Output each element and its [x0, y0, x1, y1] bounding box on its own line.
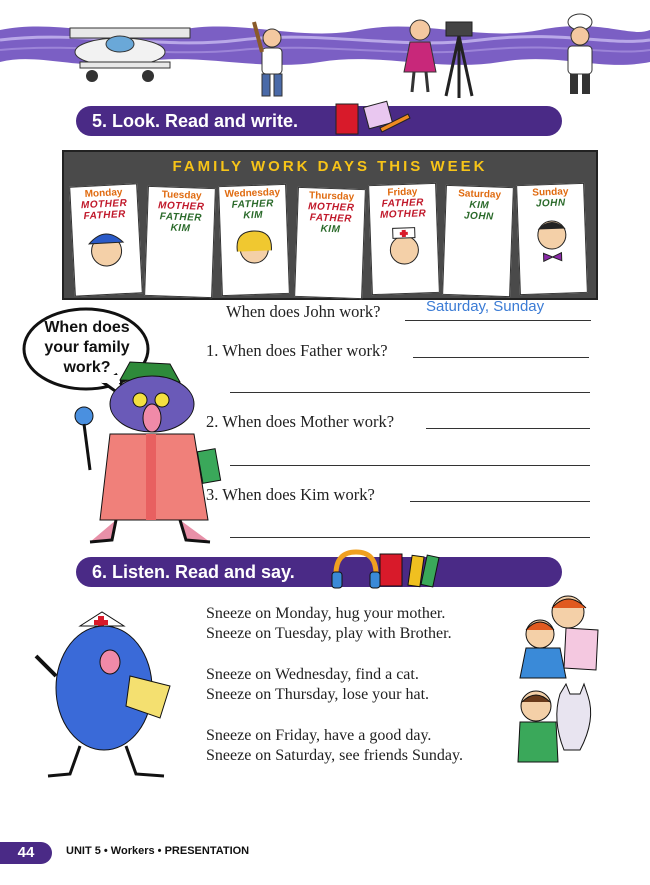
day-card-tuesday: [144, 186, 216, 298]
page-number: 44: [0, 842, 52, 864]
day-label: Wednesday: [224, 187, 281, 200]
example-answer: Saturday, Sunday: [426, 298, 545, 315]
day-card-saturday: [442, 185, 514, 297]
top-banner-illustration: [0, 0, 650, 110]
day-name: MOTHER: [157, 200, 205, 213]
answer-line-1a[interactable]: [413, 357, 589, 358]
day-name: MOTHER: [379, 208, 427, 221]
nurse-face-icon: [370, 219, 438, 271]
day-name: KIM: [170, 222, 191, 235]
boy-face-icon: [72, 219, 141, 272]
day-name: KIM: [469, 199, 490, 212]
poem-line: Sneeze on Thursday, lose your hat.: [206, 686, 430, 703]
day-name: FATHER: [231, 198, 275, 211]
monster-reporter-illustration: [60, 360, 230, 555]
day-label: Tuesday: [161, 189, 202, 202]
day-name: FATHER: [381, 197, 425, 210]
poem-line: Sneeze on Wednesday, find a cat.: [206, 666, 419, 683]
day-card-friday: [368, 183, 440, 295]
poem-line: Sneeze on Tuesday, play with Brother.: [206, 625, 452, 642]
day-name: KIM: [243, 209, 264, 222]
question-1: 1. When does Father work?: [206, 341, 388, 360]
day-name: JOHN: [463, 210, 494, 223]
poem-line: Sneeze on Friday, have a good day.: [206, 727, 432, 744]
example-answer-line: [405, 320, 591, 321]
footer-unit-text: UNIT 5 • Workers • PRESENTATION: [66, 845, 250, 857]
chef-icon: [568, 14, 592, 94]
bubble-line-1: When does: [44, 319, 130, 336]
bubble-line-3: work?: [63, 359, 111, 376]
question-3: 3. When does Kim work?: [206, 485, 375, 504]
day-name: MOTHER: [80, 197, 128, 212]
answer-line-3b[interactable]: [230, 537, 590, 538]
day-label: Sunday: [532, 186, 569, 199]
sneezing-monster-illustration: [30, 606, 190, 786]
bubble-line-2: your family: [44, 339, 130, 356]
day-name: FATHER: [83, 208, 127, 223]
day-card-monday: [69, 183, 143, 296]
day-label: Monday: [84, 187, 123, 201]
headphones-book-icon: [330, 548, 450, 594]
question-2: 2. When does Mother work?: [206, 412, 395, 431]
answer-line-1b[interactable]: [230, 392, 590, 393]
answer-line-2a[interactable]: [426, 428, 590, 429]
poem-line: Sneeze on Monday, hug your mother.: [206, 605, 446, 622]
example-question: When does John work?: [226, 302, 381, 321]
day-name: FATHER: [159, 211, 203, 224]
poem-stanza-2: [206, 665, 429, 705]
book-pencil-icon: [332, 100, 412, 140]
poem-stanza-3: [206, 726, 463, 766]
day-label: Saturday: [458, 188, 502, 201]
day-card-sunday: [516, 183, 588, 295]
day-card-thursday: [294, 187, 366, 299]
day-label: Thursday: [308, 190, 355, 203]
hugging-mother-illustration: [506, 590, 606, 680]
poem-stanza-1: [206, 604, 452, 644]
boy-bowtie-face-icon: [518, 208, 586, 270]
answer-line-2b[interactable]: [230, 465, 590, 466]
section-6-title: 6. Listen. Read and say.: [92, 562, 295, 582]
day-name: KIM: [320, 223, 341, 236]
day-label: Friday: [387, 186, 418, 199]
girl-face-icon: [220, 220, 288, 272]
day-name: JOHN: [535, 197, 566, 210]
boy-with-cat-illustration: [506, 680, 606, 770]
answer-line-3a[interactable]: [410, 501, 590, 502]
day-name: FATHER: [309, 212, 353, 225]
section-5-title: 5. Look. Read and write.: [92, 111, 299, 131]
day-card-wednesday: [218, 184, 290, 296]
section-6-header: [76, 557, 562, 587]
day-name: MOTHER: [307, 201, 355, 214]
section-5-header: [76, 106, 562, 136]
poem-line: Sneeze on Saturday, see friends Sunday.: [206, 747, 463, 764]
calendar-title: FAMILY WORK DAYS THIS WEEK: [172, 158, 488, 175]
